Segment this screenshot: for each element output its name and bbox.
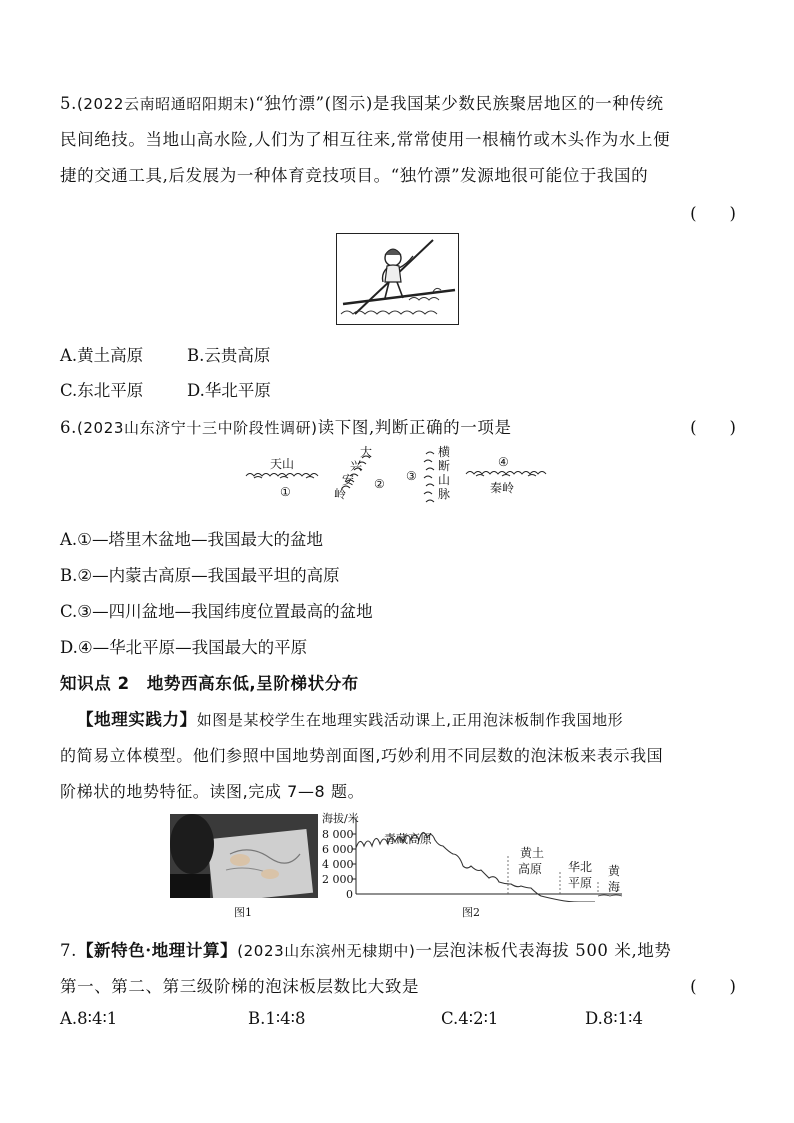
q5-option-c[interactable]: C.东北平原: [60, 381, 144, 400]
profile-ytick-6000: 6 000: [322, 843, 354, 856]
q7-line-1: [60, 937, 672, 961]
figure2-label: 图2: [462, 906, 480, 919]
map-label-an: 安: [342, 473, 355, 487]
q5-line-2: 民间绝技。当地山高水险,人们为了相互往来,常常使用一根楠竹或木头作为水上便: [60, 130, 671, 149]
figure1-photo: [170, 814, 318, 898]
q5-option-d[interactable]: D.华北平原: [187, 381, 271, 400]
map-label-heng: 横: [438, 445, 451, 459]
q7-tag: 【新特色·地理计算】: [76, 941, 238, 960]
q7-source: (2023山东滨州无棣期中): [237, 942, 416, 960]
profile-region-huanghai-1: 黄: [608, 864, 621, 878]
q7-option-c[interactable]: C.4∶2∶1: [441, 1009, 499, 1028]
q7-text-1: 一层泡沫板代表海拔 500 米,地势: [415, 941, 672, 960]
q5-text-1: “独竹漂”(图示)是我国某少数民族聚居地区的一种传统: [255, 94, 664, 113]
q7-answer-paren[interactable]: ( ): [690, 977, 736, 996]
practice-line-2: 的简易立体模型。他们参照中国地势剖面图,巧妙利用不同层数的泡沫板来表示我国: [60, 746, 664, 765]
bamboo-rafting-illustration: [337, 234, 458, 324]
map-label-xing: 兴: [350, 459, 363, 473]
profile-ytick-0: 0: [346, 888, 353, 901]
q7-number: 7.: [60, 941, 77, 960]
q6-mountain-map: [240, 444, 560, 516]
profile-region-huabei-1: 华北: [568, 860, 593, 874]
q5-figure: [336, 233, 459, 325]
map-mark-3: ③: [406, 469, 417, 483]
q7-option-d[interactable]: D.8∶1∶4: [585, 1009, 643, 1028]
q7-line-2: 第一、第二、第三级阶梯的泡沫板层数比大致是: [60, 977, 420, 996]
q5-source: (2022云南昭通昭阳期末): [76, 95, 256, 113]
q6-number: 6.: [60, 418, 77, 437]
students-making-model-photo: [170, 814, 318, 898]
profile-region-huanghai-2: 海: [608, 880, 621, 894]
map-mark-1: ①: [280, 485, 291, 499]
practice-text-1: 如图是某校学生在地理实践活动课上,正用泡沫板制作我国地形: [196, 711, 624, 729]
map-label-da: 大: [360, 445, 373, 459]
q5-number: 5.: [60, 94, 77, 113]
profile-region-huabei-2: 平原: [568, 876, 593, 890]
profile-ylabel: 海拔/米: [322, 812, 359, 825]
figure2-elevation-profile: [322, 812, 624, 902]
q5-option-b[interactable]: B.云贵高原: [187, 346, 271, 365]
q6-source: (2023山东济宁十三中阶段性调研): [76, 419, 318, 437]
map-label-mai: 脉: [438, 487, 451, 501]
profile-region-huangtu-2: 高原: [518, 862, 543, 876]
profile-ytick-8000: 8 000: [322, 828, 354, 841]
q6-option-d[interactable]: D.④—华北平原—我国最大的平原: [60, 638, 308, 657]
figure1-label: 图1: [234, 906, 252, 919]
profile-region-huangtu-1: 黄土: [520, 846, 545, 860]
q6-option-b[interactable]: B.②—内蒙古高原—我国最平坦的高原: [60, 566, 340, 585]
q6-option-c[interactable]: C.③—四川盆地—我国纬度位置最高的盆地: [60, 602, 373, 621]
q6-stem: 读下图,判断正确的一项是: [317, 418, 512, 437]
practice-line-3: 阶梯状的地势特征。读图,完成 7—8 题。: [60, 782, 365, 801]
map-label-ling: 岭: [334, 487, 347, 501]
profile-ytick-2000: 2 000: [322, 873, 354, 886]
practice-tag: 【地理实践力】: [77, 710, 197, 729]
profile-region-qingzang: 青藏高原: [384, 832, 433, 846]
q7-option-a[interactable]: A.8∶4∶1: [60, 1009, 118, 1028]
q5-answer-paren[interactable]: ( ): [690, 204, 736, 223]
q6-answer-paren[interactable]: ( ): [690, 418, 736, 437]
map-label-duan: 断: [438, 459, 451, 473]
map-label-tianshan: 天山: [270, 457, 295, 471]
map-mark-2: ②: [374, 477, 385, 491]
profile-ytick-4000: 4 000: [322, 858, 354, 871]
mountain-symbols: [240, 444, 560, 516]
map-label-qinling: 秦岭: [490, 481, 515, 495]
q6-line-1: [60, 414, 512, 438]
knowledge-point-title: 知识点 2 地势西高东低,呈阶梯状分布: [60, 674, 359, 693]
q6-option-a[interactable]: A.①—塔里木盆地—我国最大的盆地: [60, 530, 323, 549]
q7-option-b[interactable]: B.1∶4∶8: [248, 1009, 306, 1028]
q5-line-1: [60, 90, 664, 114]
map-label-shan: 山: [438, 473, 451, 487]
q5-option-a[interactable]: A.黄土高原: [60, 346, 144, 365]
map-mark-4: ④: [498, 455, 509, 469]
q5-line-3: 捷的交通工具,后发展为一种体育竞技项目。“独竹漂”发源地很可能位于我国的: [60, 166, 649, 185]
practice-line-1: [77, 706, 623, 730]
